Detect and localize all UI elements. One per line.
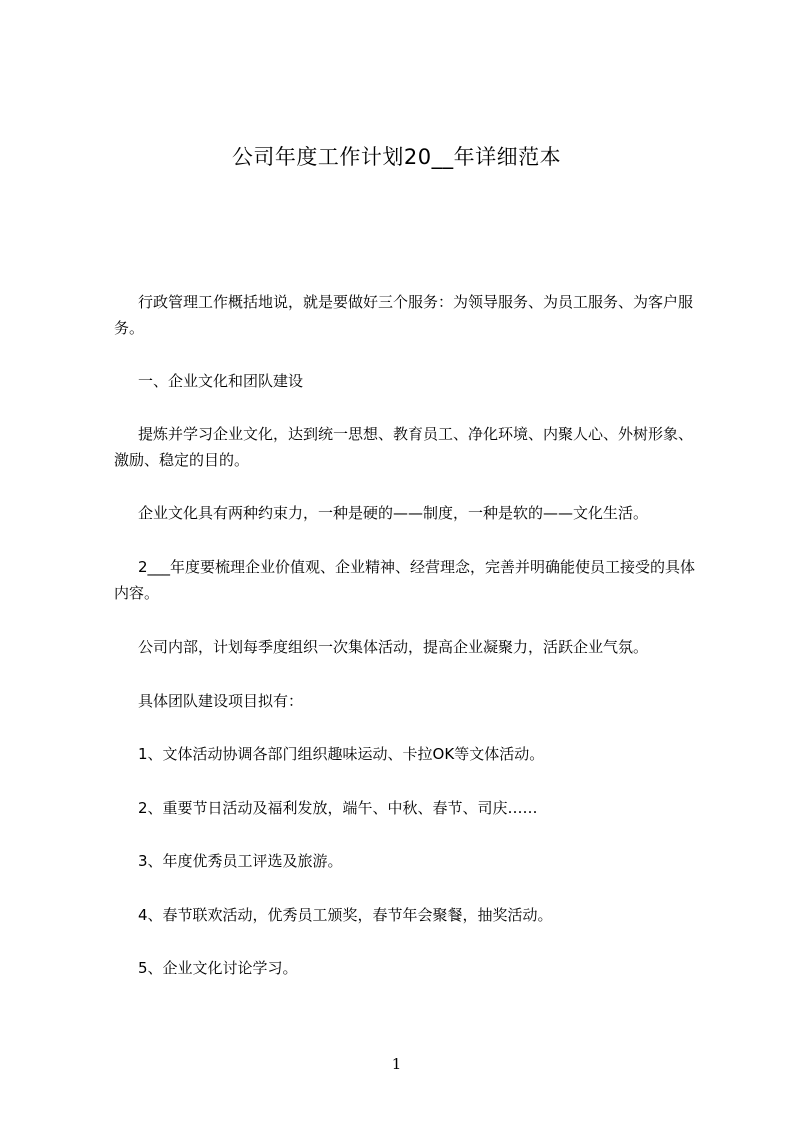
list-item-3: 3、年度优秀员工评选及旅游。 [138,852,343,870]
list-item-2: 2、重要节日活动及福利发放，端午、中秋、春节、司庆…… [138,799,538,817]
paragraph-values-review: 2___年度要梳理企业价值观、企业精神、经营理念，完善并明确能使员工接受的具体内容。 [114,558,696,602]
list-item-5: 5、企业文化讨论学习。 [138,959,298,977]
paragraph-culture-refine: 提炼并学习企业文化，达到统一思想、教育员工、净化环境、内聚人心、外树形象、激励、稳定的目的。 [114,425,694,469]
list-item-1: 1、文体活动协调各部门组织趣味运动、卡拉OK等文体活动。 [138,745,545,763]
paragraph-culture-constraints: 企业文化具有两种约束力，一种是硬的——制度，一种是软的——文化生活。 [138,504,649,522]
page-number: 1 [391,1055,402,1073]
section-heading-culture-team: 一、企业文化和团队建设 [138,372,304,390]
paragraph-team-projects-intro: 具体团队建设项目拟有： [138,692,304,710]
document-title: 公司年度工作计划20__年详细范本 [231,145,562,169]
list-item-4: 4、春节联欢活动，优秀员工颁奖，春节年会聚餐，抽奖活动。 [138,906,553,924]
paragraph-intro: 行政管理工作概括地说，就是要做好三个服务：为领导服务、为员工服务、为客户服务。 [114,293,694,337]
paragraph-quarterly-activities: 公司内部，计划每季度组织一次集体活动，提高企业凝聚力，活跃企业气氛。 [138,638,649,656]
